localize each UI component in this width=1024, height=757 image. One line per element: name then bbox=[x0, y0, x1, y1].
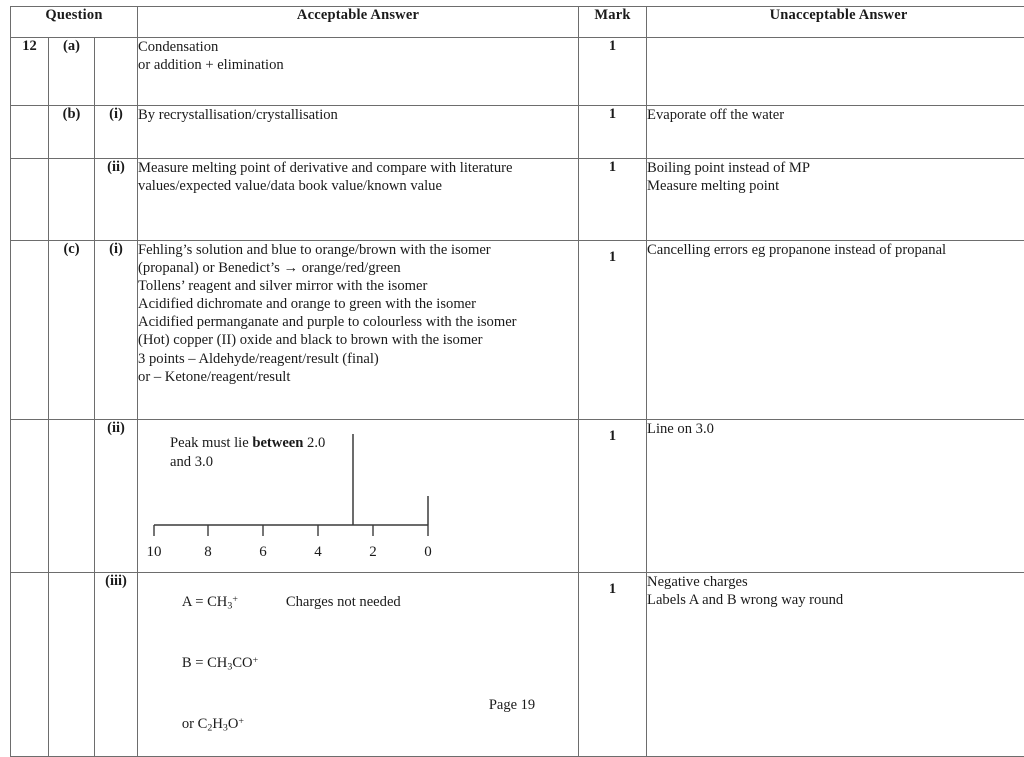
formula-b-sub: 3 bbox=[227, 662, 232, 673]
question-part: (b) bbox=[49, 106, 95, 159]
answer-line: (propanal) or Benedict’s → orange/red/green bbox=[138, 259, 578, 277]
formula-a-sub: 3 bbox=[227, 601, 232, 612]
unacceptable-line: Measure melting point bbox=[647, 177, 1024, 195]
spectrum-note-suffix: 2.0 bbox=[303, 435, 325, 451]
question-number bbox=[11, 420, 49, 573]
question-subpart: (i) bbox=[95, 106, 138, 159]
question-subpart bbox=[95, 38, 138, 106]
answer-line: Condensation bbox=[138, 38, 578, 56]
question-subpart: (ii) bbox=[95, 420, 138, 573]
unacceptable-line: Boiling point instead of MP bbox=[647, 159, 1024, 177]
mark-value: 1 bbox=[579, 38, 647, 106]
question-number bbox=[11, 241, 49, 420]
spectrum-note-prefix: Peak must lie bbox=[170, 435, 252, 451]
formula-line-b bbox=[138, 634, 578, 695]
question-number bbox=[11, 106, 49, 159]
table-row bbox=[11, 106, 1024, 159]
axis-tick-label: 2 bbox=[369, 544, 377, 560]
column-header-acceptable-answer: Acceptable Answer bbox=[138, 7, 579, 38]
axis-tick-label: 0 bbox=[424, 544, 432, 560]
column-header-unacceptable-answer: Unacceptable Answer bbox=[647, 7, 1024, 38]
mark-scheme-table bbox=[10, 6, 1024, 757]
answer-line: Acidified permanganate and purple to colourless with the isomer bbox=[138, 313, 578, 331]
axis-tick-label: 6 bbox=[259, 544, 267, 560]
question-part bbox=[49, 573, 95, 757]
mark-value: 1 bbox=[579, 241, 647, 420]
charges-note: Charges not needed bbox=[286, 594, 401, 610]
unacceptable-line: Line on 3.0 bbox=[647, 420, 1024, 438]
question-number bbox=[11, 159, 49, 241]
table-row bbox=[11, 573, 1024, 757]
question-number: 12 bbox=[11, 38, 49, 106]
acceptable-answer-cell bbox=[138, 420, 579, 573]
unacceptable-line: Labels A and B wrong way round bbox=[647, 591, 1024, 609]
formula-c-sup: + bbox=[238, 716, 244, 727]
formula-c-text: or C bbox=[182, 716, 208, 732]
unacceptable-line: Cancelling errors eg propanone instead of propanal bbox=[647, 241, 1024, 259]
spectrum-svg bbox=[138, 424, 568, 566]
table-row bbox=[11, 420, 1024, 573]
acceptable-answer-cell bbox=[138, 573, 579, 757]
formula-c-text3: O bbox=[228, 716, 239, 732]
answer-line: Tollens’ reagent and silver mirror with the isomer bbox=[138, 277, 578, 295]
question-subpart: (ii) bbox=[95, 159, 138, 241]
formula-c-sub2: 3 bbox=[223, 723, 228, 734]
answer-line: Measure melting point of derivative and compare with literature bbox=[138, 159, 578, 177]
formula-a-sup: + bbox=[232, 594, 238, 605]
axis-tick-label: 10 bbox=[147, 544, 162, 560]
mark-value: 1 bbox=[579, 573, 647, 757]
mark-value: 1 bbox=[579, 420, 647, 573]
question-part: (c) bbox=[49, 241, 95, 420]
unacceptable-answer-cell bbox=[647, 420, 1024, 573]
question-part: (a) bbox=[49, 38, 95, 106]
unacceptable-answer-cell bbox=[647, 159, 1024, 241]
column-header-question: Question bbox=[11, 7, 138, 38]
unacceptable-line: Negative charges bbox=[647, 573, 1024, 591]
mark-value: 1 bbox=[579, 106, 647, 159]
spectrum-note-line2: and 3.0 bbox=[170, 454, 213, 470]
acceptable-answer-cell bbox=[138, 106, 579, 159]
table-row bbox=[11, 159, 1024, 241]
formula-a-text: A = CH bbox=[182, 594, 228, 610]
table-header-row bbox=[11, 7, 1024, 38]
axis-tick-label: 4 bbox=[314, 544, 322, 560]
table-row bbox=[11, 241, 1024, 420]
table-row bbox=[11, 38, 1024, 106]
unacceptable-answer-cell bbox=[647, 241, 1024, 420]
column-header-mark: Mark bbox=[579, 7, 647, 38]
acceptable-answer-cell bbox=[138, 241, 579, 420]
formula-b-text2: CO bbox=[232, 655, 252, 671]
axis-tick-label: 8 bbox=[204, 544, 212, 560]
question-part bbox=[49, 159, 95, 241]
formula-c-text2: H bbox=[212, 716, 223, 732]
acceptable-answer-cell bbox=[138, 38, 579, 106]
question-subpart: (iii) bbox=[95, 573, 138, 757]
nmr-spectrum-diagram bbox=[138, 424, 568, 566]
formula-b-text: B = CH bbox=[182, 655, 228, 671]
acceptable-answer-cell bbox=[138, 159, 579, 241]
answer-line: (Hot) copper (II) oxide and black to brown with the isomer bbox=[138, 331, 578, 349]
answer-line: or addition + elimination bbox=[138, 56, 578, 74]
question-number bbox=[11, 573, 49, 757]
answer-line: Fehling’s solution and blue to orange/brown with the isomer bbox=[138, 241, 578, 259]
question-part bbox=[49, 420, 95, 573]
page-footer: Page 19 bbox=[0, 697, 1024, 714]
formula-b-sup: + bbox=[253, 655, 259, 666]
answer-line: 3 points – Aldehyde/reagent/result (final) bbox=[138, 350, 578, 368]
question-subpart: (i) bbox=[95, 241, 138, 420]
formula-line-a bbox=[138, 573, 578, 634]
unacceptable-answer-cell bbox=[647, 38, 1024, 106]
spectrum-note-bold: between bbox=[252, 435, 303, 451]
formula-c-sub1: 2 bbox=[207, 723, 212, 734]
answer-line: Acidified dichromate and orange to green with the isomer bbox=[138, 295, 578, 313]
unacceptable-answer-cell bbox=[647, 106, 1024, 159]
answer-line: values/expected value/data book value/known value bbox=[138, 177, 578, 195]
mark-value: 1 bbox=[579, 159, 647, 241]
unacceptable-line: Evaporate off the water bbox=[647, 106, 1024, 124]
answer-line: By recrystallisation/crystallisation bbox=[138, 106, 578, 124]
unacceptable-answer-cell bbox=[647, 573, 1024, 757]
answer-line: or – Ketone/reagent/result bbox=[138, 368, 578, 386]
